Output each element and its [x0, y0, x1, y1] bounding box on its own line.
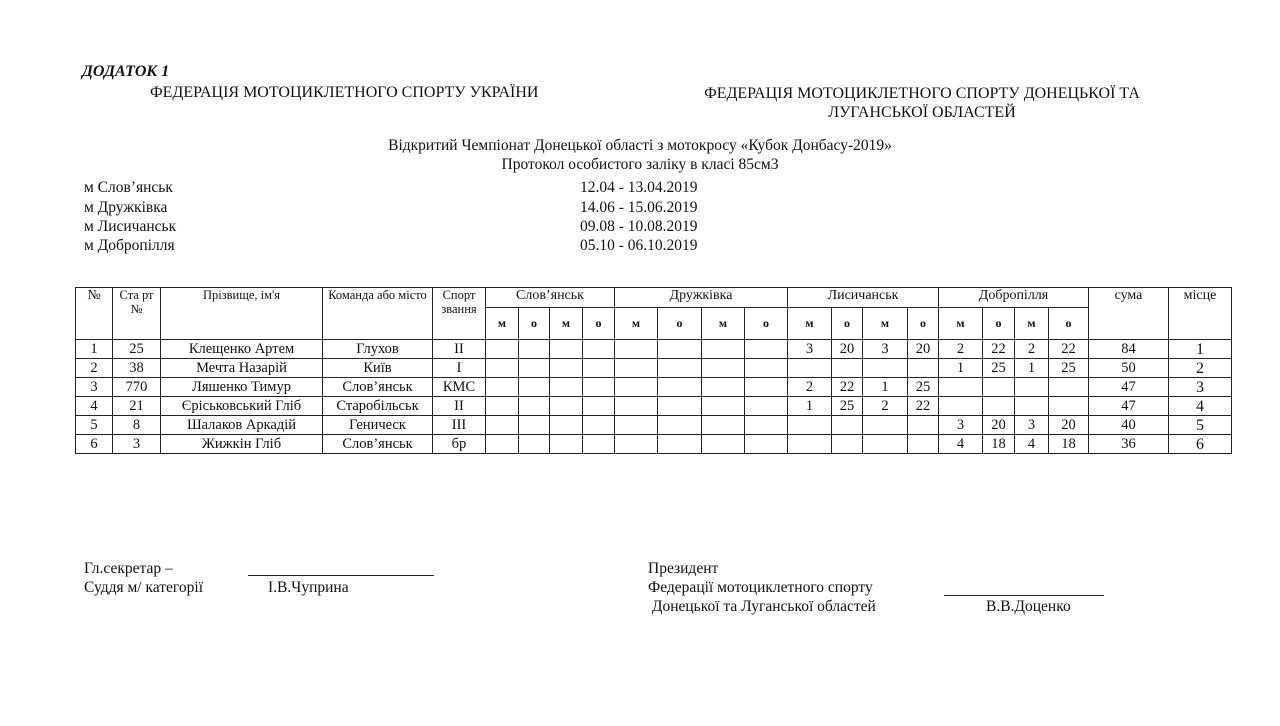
final-place: 2 — [1169, 359, 1232, 378]
race-points: 22 — [1049, 340, 1089, 359]
header-stage-dobropillia: Добропілля — [939, 288, 1089, 308]
race-points — [745, 435, 788, 454]
race-points — [519, 397, 550, 416]
race-points — [745, 340, 788, 359]
race-position — [863, 359, 908, 378]
start-number: 21 — [113, 397, 161, 416]
race-position — [702, 435, 745, 454]
race-points — [832, 416, 863, 435]
race-position: 4 — [1015, 435, 1049, 454]
race-position — [486, 359, 519, 378]
final-place: 3 — [1169, 378, 1232, 397]
race-points — [658, 340, 702, 359]
race-points — [658, 416, 702, 435]
race-points — [745, 397, 788, 416]
race-position — [615, 416, 658, 435]
president-name: В.В.Доценко — [986, 598, 1071, 615]
race-position — [486, 416, 519, 435]
president-regions: Донецької та Луганської областей — [648, 598, 876, 615]
race-position — [615, 435, 658, 454]
header-stage-sloviansk: Слов’янськ — [486, 288, 615, 308]
race-position: 1 — [939, 359, 983, 378]
race-position: 4 — [939, 435, 983, 454]
race-points — [519, 416, 550, 435]
header-stage-lysychansk: Лисичанськ — [788, 288, 939, 308]
total-points: 36 — [1089, 435, 1169, 454]
race-points — [519, 359, 550, 378]
race-position: 1 — [1015, 359, 1049, 378]
secretary-name: І.В.Чуприна — [268, 579, 349, 596]
header-position: м — [863, 308, 908, 340]
federation-regional-heading: ФЕДЕРАЦІЯ МОТОЦИКЛЕТНОГО СПОРТУ ДОНЕЦЬКОЇ ТА ЛУГАНСЬКОЇ ОБЛАСТЕЙ — [704, 85, 1140, 121]
header-points: о — [745, 308, 788, 340]
race-position — [615, 378, 658, 397]
race-points — [983, 397, 1015, 416]
race-points — [832, 359, 863, 378]
race-points — [745, 416, 788, 435]
rider-name: Шалаков Аркадій — [161, 416, 323, 435]
race-points — [519, 340, 550, 359]
total-points: 50 — [1089, 359, 1169, 378]
race-position — [486, 378, 519, 397]
row-number: 2 — [76, 359, 113, 378]
race-points — [745, 378, 788, 397]
race-position — [788, 359, 832, 378]
race-points — [745, 359, 788, 378]
race-points — [519, 435, 550, 454]
start-number: 8 — [113, 416, 161, 435]
race-points: 25 — [1049, 359, 1089, 378]
final-place: 1 — [1169, 340, 1232, 359]
race-points — [519, 378, 550, 397]
race-points — [583, 397, 615, 416]
total-points: 84 — [1089, 340, 1169, 359]
race-position — [939, 397, 983, 416]
header-position: м — [939, 308, 983, 340]
race-points — [583, 340, 615, 359]
header-sum: сума — [1089, 288, 1169, 340]
race-position: 2 — [788, 378, 832, 397]
race-position — [702, 416, 745, 435]
race-points — [658, 435, 702, 454]
race-points: 22 — [983, 340, 1015, 359]
sport-rank: ІІ — [433, 397, 486, 416]
header-points: о — [519, 308, 550, 340]
race-points — [658, 359, 702, 378]
rider-name: Мечта Назарій — [161, 359, 323, 378]
race-points: 25 — [983, 359, 1015, 378]
race-points — [583, 359, 615, 378]
race-position: 3 — [863, 340, 908, 359]
championship-title: Відкритий Чемпіонат Донецької області з мотокросу «Кубок Донбасу-2019» — [388, 137, 892, 154]
rider-team: Слов’янськ — [323, 378, 433, 397]
race-points — [658, 378, 702, 397]
header-points: о — [658, 308, 702, 340]
header-rank: Спорт звання — [433, 288, 486, 340]
race-points — [658, 397, 702, 416]
race-position — [702, 340, 745, 359]
race-position: 3 — [939, 416, 983, 435]
race-position — [788, 416, 832, 435]
results-table — [75, 287, 1232, 454]
race-points — [908, 416, 939, 435]
race-points: 20 — [983, 416, 1015, 435]
race-position — [863, 435, 908, 454]
race-position: 1 — [788, 397, 832, 416]
total-points: 47 — [1089, 378, 1169, 397]
race-position — [550, 359, 583, 378]
race-position — [702, 397, 745, 416]
row-number: 6 — [76, 435, 113, 454]
race-position: 2 — [939, 340, 983, 359]
race-points: 18 — [1049, 435, 1089, 454]
start-number: 38 — [113, 359, 161, 378]
race-position: 3 — [788, 340, 832, 359]
header-position: м — [550, 308, 583, 340]
table-row — [76, 397, 1232, 416]
rider-name: Клещенко Артем — [161, 340, 323, 359]
start-number: 770 — [113, 378, 161, 397]
header-team: Команда або місто — [323, 288, 433, 340]
race-points: 20 — [908, 340, 939, 359]
race-position — [1015, 378, 1049, 397]
header-position: м — [1015, 308, 1049, 340]
header-points: о — [832, 308, 863, 340]
race-position — [702, 378, 745, 397]
secretary-title: Гл.секретар – — [84, 560, 173, 577]
rider-team: Київ — [323, 359, 433, 378]
race-points — [1049, 378, 1089, 397]
appendix-label: ДОДАТОК 1 — [82, 63, 170, 80]
start-number: 25 — [113, 340, 161, 359]
race-position: 3 — [1015, 416, 1049, 435]
race-position — [486, 397, 519, 416]
sport-rank: бр — [433, 435, 486, 454]
table-row — [76, 359, 1232, 378]
stage-dates: 09.08 - 10.08.2019 — [580, 218, 698, 235]
race-position — [788, 435, 832, 454]
stage-city: м Добропілля — [84, 237, 175, 254]
table-row — [76, 435, 1232, 454]
row-number: 1 — [76, 340, 113, 359]
header-num: № — [76, 288, 113, 340]
race-points: 25 — [832, 397, 863, 416]
race-points — [1049, 397, 1089, 416]
race-points — [908, 435, 939, 454]
race-position — [939, 378, 983, 397]
header-start-number: Ста рт № — [113, 288, 161, 340]
race-position: 1 — [863, 378, 908, 397]
race-position — [702, 359, 745, 378]
table-row — [76, 416, 1232, 435]
stage-dates: 05.10 - 06.10.2019 — [580, 237, 698, 254]
header-position: м — [702, 308, 745, 340]
secretary-signature-line — [248, 575, 434, 576]
total-points: 47 — [1089, 397, 1169, 416]
table-row — [76, 378, 1232, 397]
header-place: місце — [1169, 288, 1232, 340]
stage-dates: 12.04 - 13.04.2019 — [580, 179, 698, 196]
final-place: 5 — [1169, 416, 1232, 435]
stage-dates: 14.06 - 15.06.2019 — [580, 199, 698, 216]
president-federation: Федерації мотоциклетного спорту — [648, 579, 873, 596]
race-position: 2 — [863, 397, 908, 416]
rider-team: Старобільськ — [323, 397, 433, 416]
header-points: о — [983, 308, 1015, 340]
header-stage-druzhkivka: Дружківка — [615, 288, 788, 308]
race-position — [486, 340, 519, 359]
rider-team: Глухов — [323, 340, 433, 359]
race-points — [983, 378, 1015, 397]
race-position — [550, 340, 583, 359]
race-points — [583, 378, 615, 397]
stage-city: м Слов’янськ — [84, 179, 173, 196]
race-position — [615, 359, 658, 378]
final-place: 6 — [1169, 435, 1232, 454]
header-position: м — [486, 308, 519, 340]
start-number: 3 — [113, 435, 161, 454]
race-points — [583, 416, 615, 435]
sport-rank: ІІ — [433, 340, 486, 359]
race-position: 2 — [1015, 340, 1049, 359]
president-title: Президент — [648, 560, 719, 577]
document-title — [0, 136, 1280, 174]
stage-city: м Лисичанськ — [84, 218, 177, 235]
race-position — [615, 340, 658, 359]
race-points: 18 — [983, 435, 1015, 454]
rider-team: Геническ — [323, 416, 433, 435]
rider-name: Єріськовський Гліб — [161, 397, 323, 416]
total-points: 40 — [1089, 416, 1169, 435]
header-points: о — [908, 308, 939, 340]
race-points: 22 — [908, 397, 939, 416]
row-number: 3 — [76, 378, 113, 397]
sport-rank: КМС — [433, 378, 486, 397]
rider-name: Жижкін Гліб — [161, 435, 323, 454]
race-points — [832, 435, 863, 454]
race-points: 20 — [832, 340, 863, 359]
secretary-judge-category: Суддя м/ категорії — [84, 579, 204, 596]
race-position — [550, 435, 583, 454]
race-position — [550, 416, 583, 435]
race-position — [1015, 397, 1049, 416]
race-points — [583, 435, 615, 454]
header-points: о — [1049, 308, 1089, 340]
race-points: 20 — [1049, 416, 1089, 435]
sport-rank: І — [433, 359, 486, 378]
final-place: 4 — [1169, 397, 1232, 416]
race-points: 22 — [832, 378, 863, 397]
race-position — [615, 397, 658, 416]
header-name: Прізвище, ім'я — [161, 288, 323, 340]
header-position: м — [788, 308, 832, 340]
row-number: 4 — [76, 397, 113, 416]
sport-rank: ІІІ — [433, 416, 486, 435]
table-row — [76, 340, 1232, 359]
president-signature-line — [944, 595, 1104, 596]
race-position — [486, 435, 519, 454]
race-position — [550, 378, 583, 397]
header-position: м — [615, 308, 658, 340]
federation-ukraine-heading: ФЕДЕРАЦІЯ МОТОЦИКЛЕТНОГО СПОРТУ УКРАЇНИ — [150, 84, 539, 101]
rider-team: Слов’янськ — [323, 435, 433, 454]
rider-name: Ляшенко Тимур — [161, 378, 323, 397]
race-position — [863, 416, 908, 435]
race-points: 25 — [908, 378, 939, 397]
header-points: о — [583, 308, 615, 340]
protocol-subtitle: Протокол особистого заліку в класі 85см3 — [501, 156, 779, 173]
stage-city: м Дружківка — [84, 199, 168, 216]
race-position — [550, 397, 583, 416]
row-number: 5 — [76, 416, 113, 435]
race-points — [908, 359, 939, 378]
